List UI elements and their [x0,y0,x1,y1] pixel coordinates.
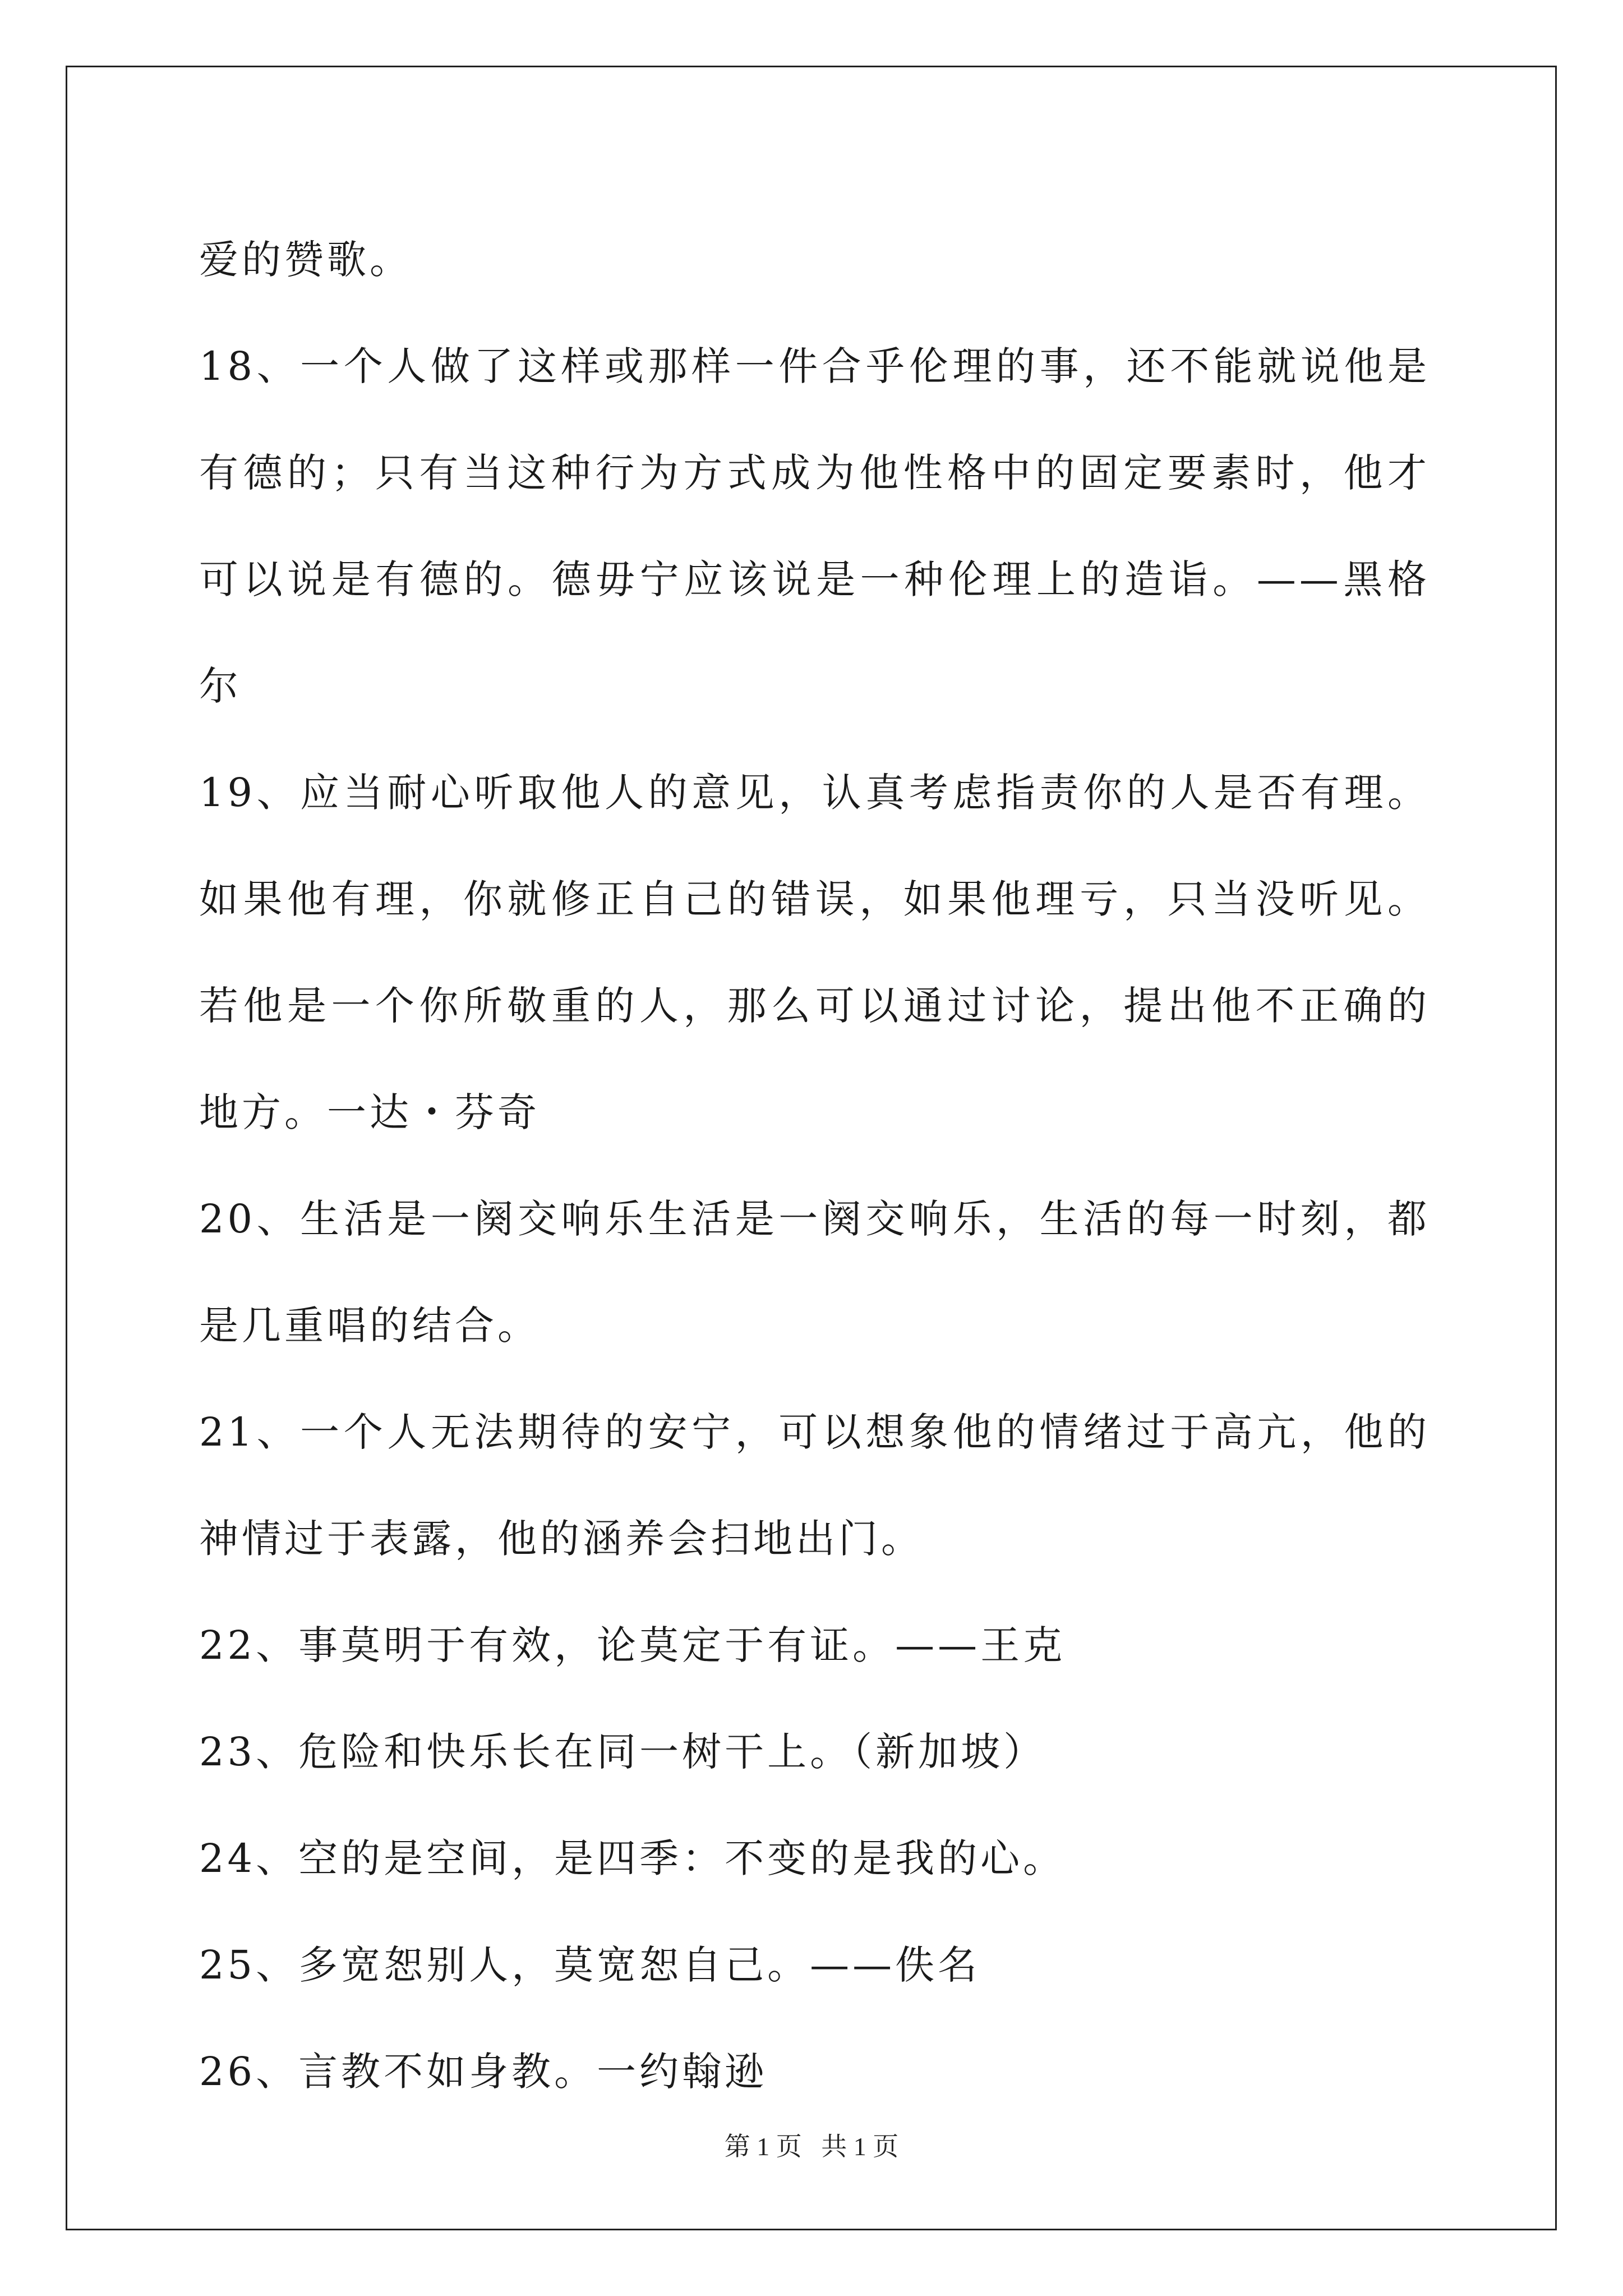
document-body [199,206,1430,2125]
paragraph-continuation: 爱的赞歌。 [199,237,412,283]
quote-21: 21、一个人无法期待的安宁，可以想象他的情绪过于高亢，他的神情过于表露，他的涵养会扫地出门。 [199,1409,1430,1562]
quote-22: 22、事莫明于有效，论莫定于有证。——王克 [199,1622,1066,1668]
quote-19: 19、应当耐心听取他人的意见，认真考虑指责你的人是否有理。如果他有理，你就修正自己的错误，如果他理亏，只当没听见。若他是一个你所敬重的人，那么可以通过讨论，提出他不正确的地方。一达・芬奇 [199,770,1430,1135]
quote-18: 18、一个人做了这样或那样一件合乎伦理的事，还不能就说他是有德的；只有当这种行为方式成为他性格中的固定要素时，他才可以说是有德的。德毋宁应该说是一种伦理上的造诣。——黑格尔 [199,343,1430,709]
page-footer [0,2126,1623,2163]
footer-gap [802,2132,822,2161]
quote-23: 23、危险和快乐长在同一树干上。（新加坡） [199,1729,1046,1775]
page-total: 共 1 页 [821,2132,899,2161]
page-number: 第 1 页 [724,2132,802,2161]
quote-20: 20、生活是一阕交响乐生活是一阕交响乐，生活的每一时刻，都是几重唱的结合。 [199,1196,1430,1349]
quote-24: 24、空的是空间，是四季：不变的是我的心。 [199,1835,1066,1881]
quote-25: 25、多宽恕别人，莫宽恕自己。——佚名 [199,1942,981,1988]
quote-26: 26、言教不如身教。一约翰逊 [199,2049,768,2095]
